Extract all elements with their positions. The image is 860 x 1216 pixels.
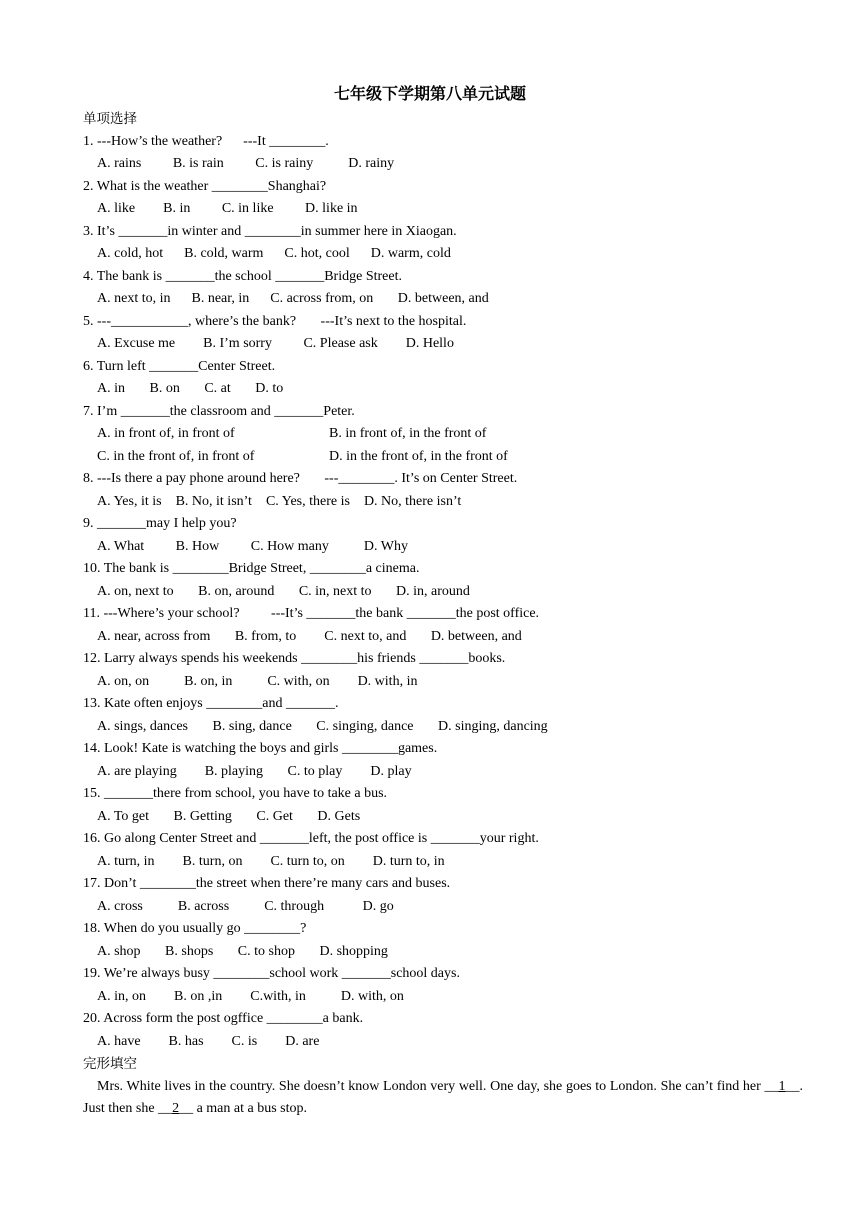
question-text: 2. What is the weather ________Shanghai? <box>83 178 327 194</box>
blank-number: 2 <box>172 1101 180 1116</box>
answer-option: D. in the front of, in the front of <box>329 448 508 464</box>
question-text: 18. When do you usually go ________? <box>83 921 307 936</box>
answer-options: A. in, on B. on ,in C.with, in D. with, on <box>97 988 404 1004</box>
passage-text: __. Just then she __ <box>83 1078 803 1116</box>
blank-number: 1 <box>778 1078 786 1094</box>
answer-options: A. Excuse me B. I’m sorry C. Please ask D. Hello <box>97 336 454 351</box>
answer-options: A. on, on B. on, in C. with, on D. with, in <box>97 673 418 689</box>
passage-text: __ a man at a bus stop. <box>179 1101 307 1116</box>
answer-options: A. What B. How C. How many D. Why <box>97 538 408 554</box>
question-text: 8. ---Is there a pay phone around here? ---________. It’s on Center Street. <box>83 471 518 486</box>
question-text: 1. ---How’s the weather? ---It ________. <box>83 133 329 149</box>
answer-option: A. in front of, in front of <box>97 426 235 441</box>
answer-options: A. cold, hot B. cold, warm C. hot, cool D. warm, cold <box>97 246 451 261</box>
answer-options: A. sings, dances B. sing, dance C. singing, dance D. singing, dancing <box>97 718 548 734</box>
answer-options: A. Yes, it is B. No, it isn’t C. Yes, there is D. No, there isn’t <box>97 493 462 509</box>
answer-options: A. like B. in C. in like D. like in <box>97 201 358 216</box>
exam-content <box>83 108 803 1121</box>
question-text: 11. ---Where’s your school? ---It’s _______the bank _______the post office. <box>83 606 540 621</box>
answer-options: A. in B. on C. at D. to <box>97 381 284 396</box>
question-text: 9. _______may I help you? <box>83 516 237 531</box>
question-text: 5. ---___________, where’s the bank? ---It’s next to the hospital. <box>83 313 467 329</box>
question-text: 12. Larry always spends his weekends ________his friends _______books. <box>83 651 506 666</box>
question-text: 17. Don’t ________the street when there’re many cars and buses. <box>83 876 451 891</box>
question-text: 13. Kate often enjoys ________and _______. <box>83 696 339 711</box>
answer-options: A. on, next to B. on, around C. in, next to D. in, around <box>97 583 470 599</box>
page-title: 七年级下学期第八单元试题 <box>333 84 526 103</box>
question-text: 19. We’re always busy ________school work _______school days. <box>83 966 460 981</box>
passage-text: Mrs. White lives in the country. She doesn’t know London very well. One day, she goes to London. She can’t find her __ <box>97 1078 779 1094</box>
question-list <box>83 131 803 1054</box>
answer-options <box>83 423 803 446</box>
cloze-passage <box>83 1076 803 1121</box>
answer-options: A. turn, in B. turn, on C. turn to, on D. turn to, in <box>97 853 445 869</box>
question-text: 6. Turn left _______Center Street. <box>83 358 276 374</box>
answer-options: A. shop B. shops C. to shop D. shopping <box>97 943 388 959</box>
answer-options: A. To get B. Getting C. Get D. Gets <box>97 808 361 824</box>
answer-options: A. near, across from B. from, to C. next to, and D. between, and <box>97 628 522 644</box>
answer-options: A. rains B. is rain C. is rainy D. rainy <box>97 156 395 171</box>
answer-option: C. in the front of, in front of <box>97 448 255 464</box>
question-text: 16. Go along Center Street and _______left, the post office is _______your right. <box>83 831 539 846</box>
answer-options <box>83 446 803 469</box>
answer-options: A. cross B. across C. through D. go <box>97 898 394 914</box>
question-text: 15. _______there from school, you have to take a bus. <box>83 786 388 801</box>
question-text: 3. It’s _______in winter and ________in summer here in Xiaogan. <box>83 223 457 239</box>
section-heading-multiple-choice: 单项选择 <box>83 111 137 127</box>
answer-options: A. next to, in B. near, in C. across from, on D. between, and <box>97 291 489 306</box>
section-heading-cloze: 完形填空 <box>83 1056 137 1072</box>
question-text: 20. Across form the post ogffice ________a bank. <box>83 1011 364 1026</box>
question-text: 7. I’m _______the classroom and _______Peter. <box>83 403 355 419</box>
answer-option: B. in front of, in the front of <box>329 426 487 441</box>
answer-options: A. have B. has C. is D. are <box>97 1033 320 1049</box>
question-text: 10. The bank is ________Bridge Street, ________a cinema. <box>83 561 420 576</box>
question-text: 4. The bank is _______the school _______Bridge Street. <box>83 268 402 284</box>
question-text: 14. Look! Kate is watching the boys and girls ________games. <box>83 741 438 756</box>
answer-options: A. are playing B. playing C. to play D. play <box>97 763 412 779</box>
